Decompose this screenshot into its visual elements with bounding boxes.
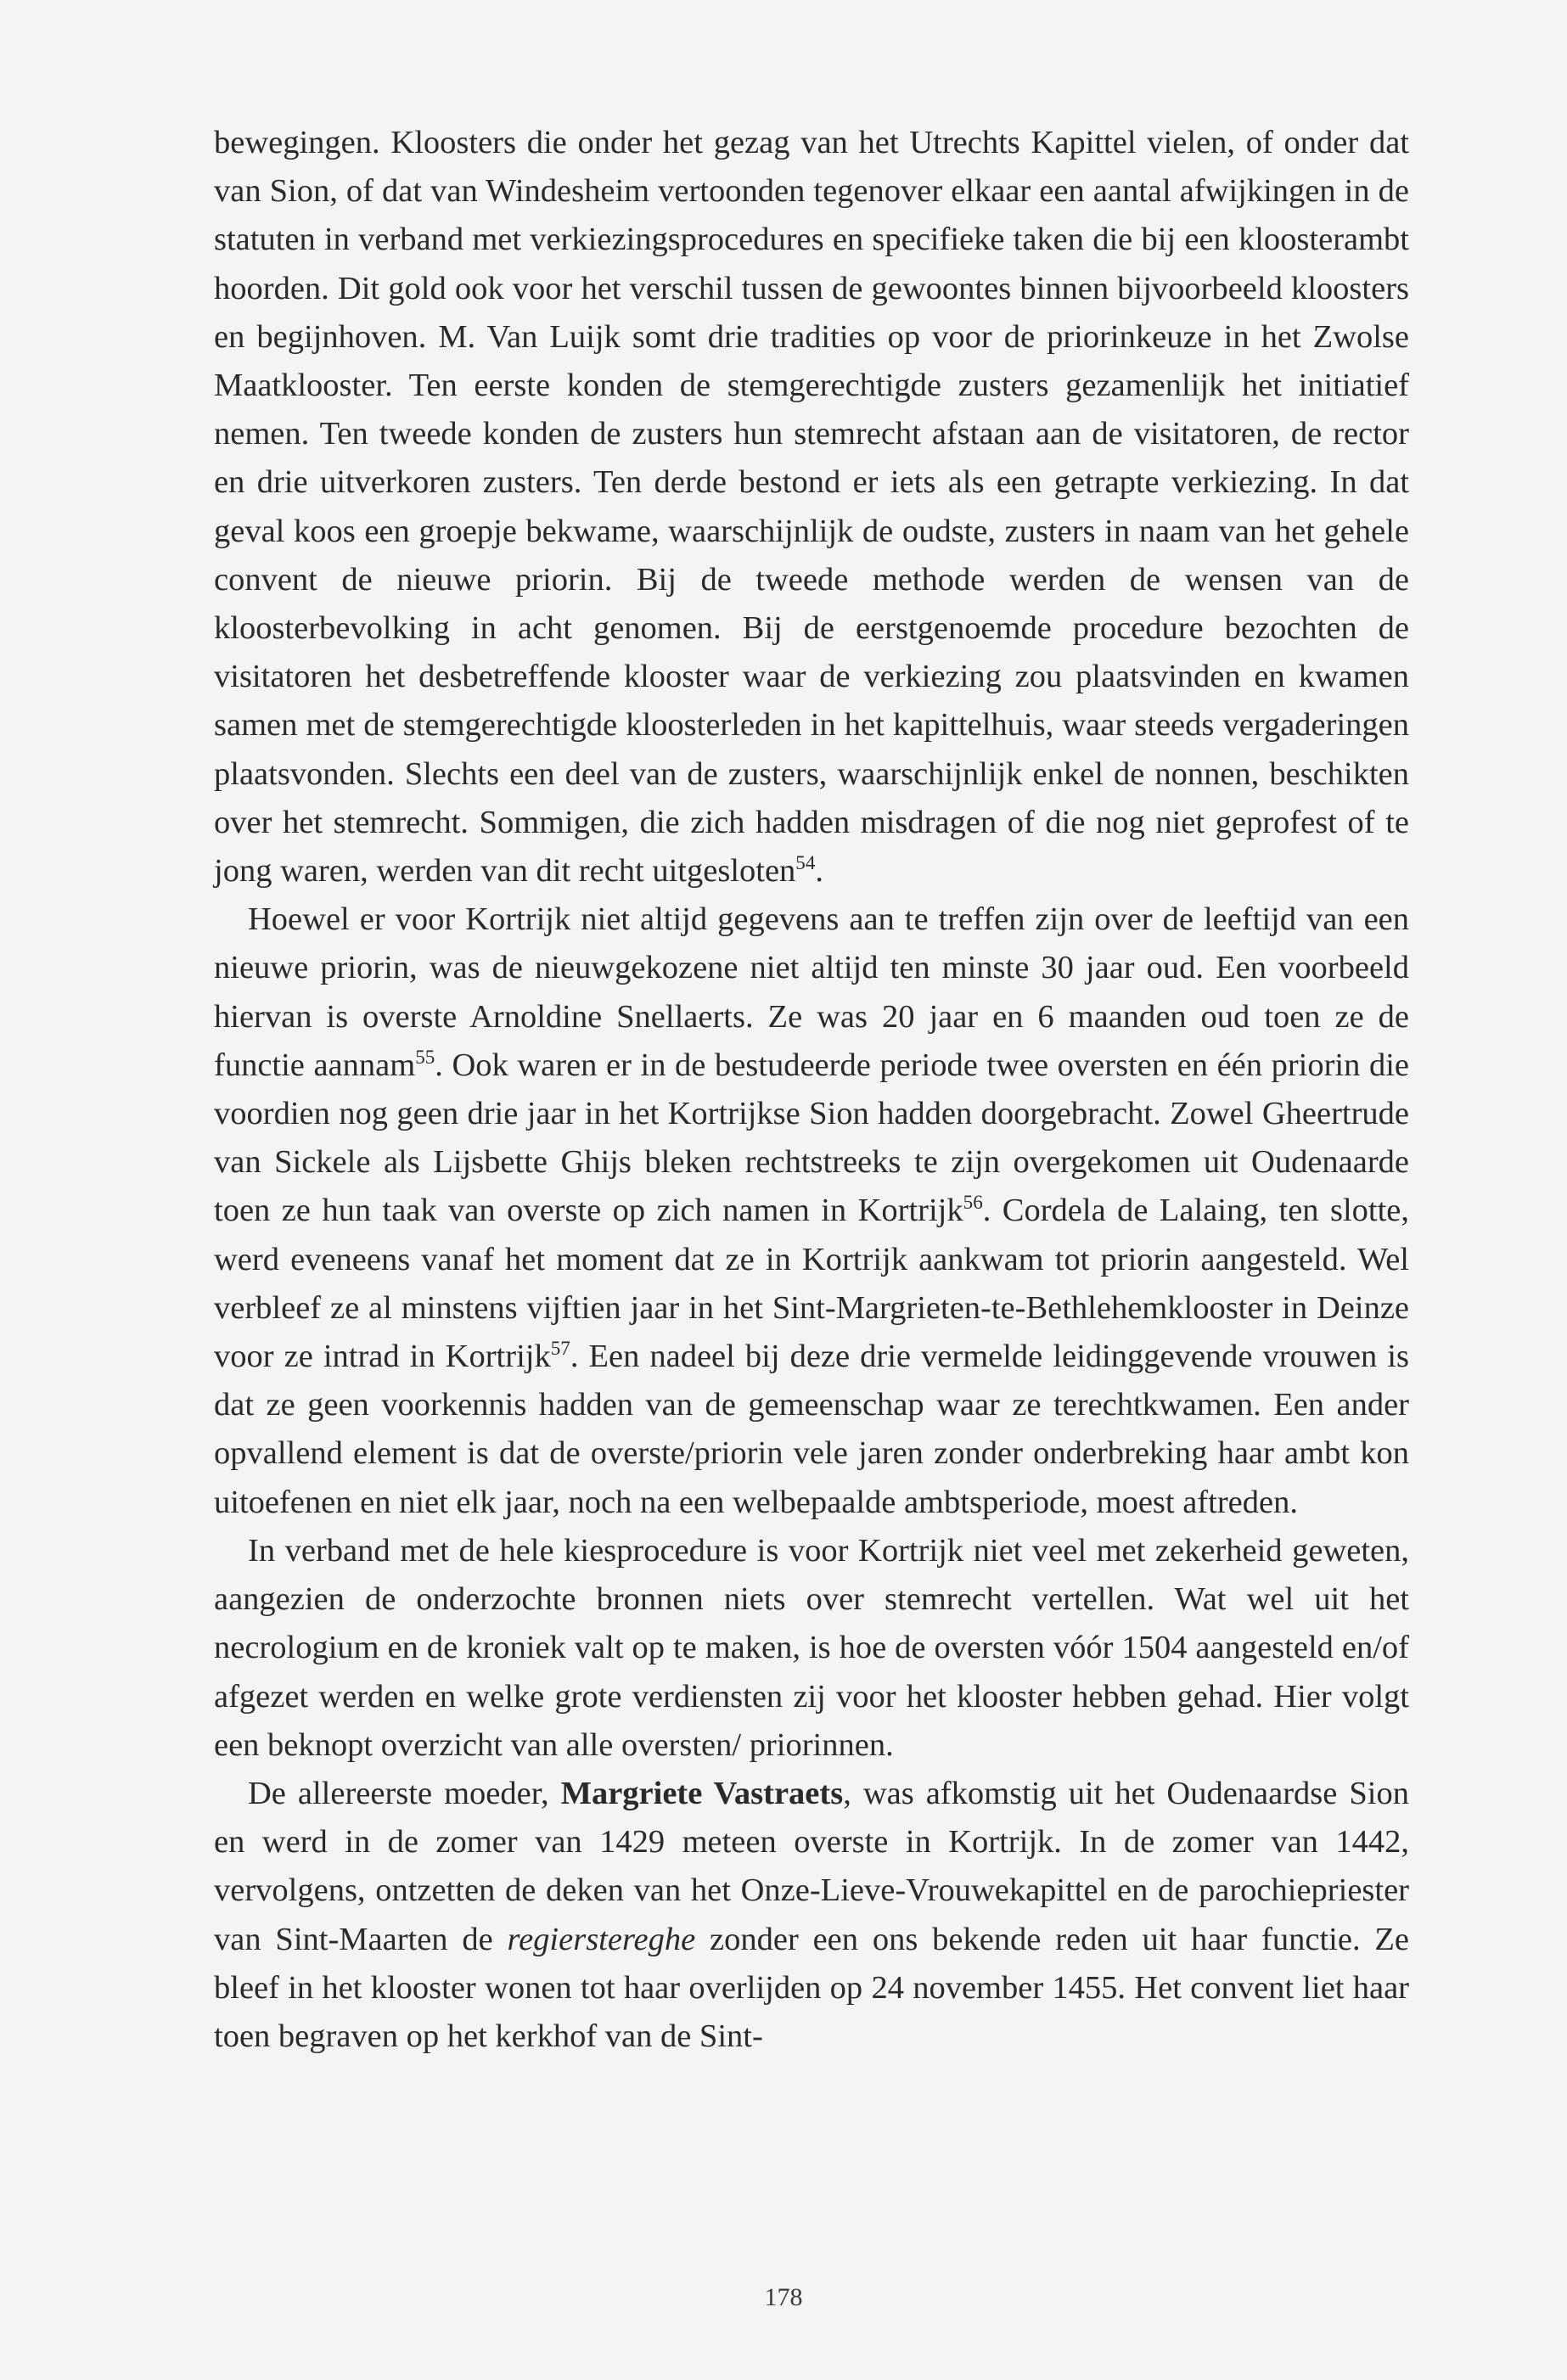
page-number: 178 [764, 2283, 803, 2311]
text-run: . Cordela de Lalaing, ten slotte, werd eveneens vanaf het moment dat ze in Kortrijk aankwam tot priorin aangesteld. Wel verbleef ze al minstens vijftien jaar in het Sint-Margrieten-te-Bethlehemklooster in Deinze voor ze intrad in Kortrijk [214, 1193, 1410, 1375]
footnote-marker: 55 [415, 1046, 435, 1069]
text-run: zonder een ons bekende reden uit haar functie. Ze bleef in het klooster wonen tot haar overlijden op 24 november 1455. Het convent liet haar toen begraven op het kerkhof van de Sint- [214, 1921, 1409, 2054]
text-run: bewegingen. Kloosters die onder het gezag van het Utrechts Kapittel vielen, of onder dat van Sion, of dat van Windesheim vertoonden tegenover elkaar een aantal afwijkingen in de statuten in verband met verkiezingsprocedures en specifieke taken die bij een kloosterambt hoorden. Dit gold ook voor het verschil tussen de gewoontes binnen bijvoorbeeld kloosters en begijnhoven. M. Van Luijk somt drie tradities op voor de priorinkeuze in het Zwolse Maatklooster. Ten eerste konden de stemgerechtigde zusters gezamenlijk het initiatief nemen. Ten tweede konden de zusters hun stemrecht afstaan aan de visitatoren, de rector en drie uitverkoren zusters. Ten derde bestond er iets als een getrapte verkiezing. In dat geval koos een groepje bekwame, waarschijnlijk de oudste, zusters in naam van het gehele convent de nieuwe priorin. Bij de tweede methode werden de wensen van de kloosterbevolking in acht genomen. Bij de eerstgenoemde procedure bezochten de visitatoren het desbetreffende klooster waar de verkiezing zou plaatsvinden en kwamen samen met de stemgerechtigde kloosterleden in het kapittelhuis, waar steeds vergaderingen plaatsvonden. Slechts een deel van de zusters, waarschijnlijk enkel de nonnen, beschikten over het stemrecht. Sommigen, die zich hadden misdragen of die nog niet geprofest of te jong waren, werden van dit recht uitgesloten [214, 125, 1409, 890]
text-run: . Ook waren er in de bestudeerde periode twee oversten en één priorin die voordien nog geen drie jaar in het Kortrijkse Sion hadden doorgebracht. Zowel Gheertrude van Sickele als Lijsbette Ghijs bleken rechtstreeks te zijn overgekomen uit Oudenaarde toen ze hun taak van overste op zich namen in Kortrijk [214, 1047, 1409, 1229]
text-run: Hoewel er voor Kortrijk niet altijd gegevens aan te treffen zijn over de leeftijd van een nieuwe priorin, was de nieuwgekozene niet altijd ten minste 30 jaar oud. Een voorbeeld hiervan is overste Arnoldine Snellaerts. Ze was 20 jaar en 6 maanden oud toen ze de functie aannam [214, 901, 1409, 1083]
paragraph [214, 1527, 1409, 1770]
text-run: . [815, 853, 824, 890]
bold-name: Margriete Vastraets [560, 1775, 844, 1811]
paragraph [214, 119, 1409, 895]
text-run: . Een nadeel bij deze drie vermelde leidinggevende vrouwen is dat ze geen voorkennis hadden van de gemeenschap waar ze terechtkwamen. Een ander opvallend element is dat de overste/priorin vele jaren zonder onderbreking haar ambt kon uitoefenen en niet elk jaar, noch na een welbepaalde ambtsperiode, moest aftreden. [214, 1339, 1409, 1520]
italic-term: regierstereghe [507, 1921, 696, 1957]
text-run: De allereerste moeder, [248, 1775, 561, 1811]
footnote-marker: 57 [550, 1337, 570, 1360]
paragraph [214, 1770, 1409, 2061]
text-run: In verband met de hele kiesprocedure is voor Kortrijk niet veel met zekerheid geweten, aangezien de onderzochte bronnen niets over stemrecht vertellen. Wat wel uit het necrologium en de kroniek valt op te maken, is hoe de oversten vóór 1504 aangesteld en/of afgezet werden en welke grote verdiensten zij voor het klooster hebben gehad. Hier volgt een beknopt overzicht van alle oversten/ priorinnen. [214, 1532, 1409, 1763]
body-text [214, 119, 1409, 2061]
text-run: , was afkomstig uit het Oudenaardse Sion en werd in de zomer van 1429 meteen overste in Kortrijk. In de zomer van 1442, vervolgens, ontzetten de deken van het Onze-Lieve-Vrouwekapittel en de parochiepriester van Sint-Maarten de [214, 1775, 1409, 1957]
footnote-marker: 54 [795, 851, 816, 874]
paragraph [214, 895, 1409, 1527]
footnote-marker: 56 [963, 1191, 983, 1214]
